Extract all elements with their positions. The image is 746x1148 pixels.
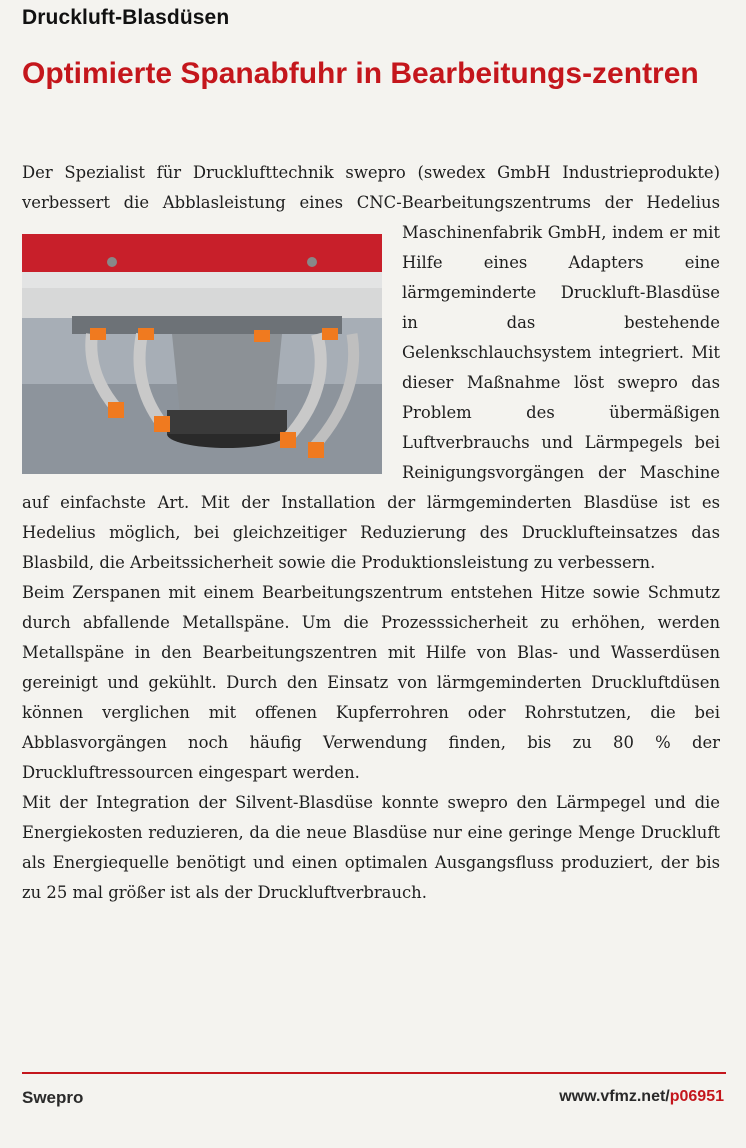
article-link-code: p06951 — [669, 1088, 724, 1105]
paragraph-1-rest: mit Hilfe eines Adapters eine lärmgeminderte Druckluft-Blasdüse in das bestehende Gelenkschlauchsystem integriert. Mit dieser Maßnahme löst swepro das Problem des übermäßigen Luftverbrauchs und Lärmpegels bei Reinigungsvorgängen der Maschine auf einfachste Art. Mit der Installation der lärmgeminderten Blasdüse ist es Hedelius möglich, bei gleichzeitiger Reduzierung des Drucklufteinsatzes das Blasbild, die Arbeitssicherheit sowie die Produktionsleistung zu verbessern. — [22, 223, 720, 572]
section-kicker: Druckluft-Blasdüsen — [22, 6, 230, 29]
article-link-domain: www.vfmz.net/ — [559, 1088, 670, 1105]
article-headline: Optimierte Spanabfuhr in Bearbeitungs-zentren — [22, 57, 699, 90]
cnc-spindle-image-icon — [22, 234, 382, 474]
paragraph-2: Beim Zerspanen mit einem Bearbeitungszentrum entstehen Hitze sowie Schmutz durch abfallende Metallspäne. Um die Prozesssicherheit zu erhöhen, werden Metallspäne in den Bearbeitungszentren mit Hilfe von Blas- und Wasserdüsen gereinigt und gekühlt. Durch den Einsatz von lärmgeminderten Druckluftdüsen können verglichen mit offenen Kupferrohren oder Rohrstutzen, die bei Abblasvorgängen noch häufig Verwendung finden, bis zu 80 % der Druckluftressourcen eingespart werden. — [22, 583, 720, 782]
source-credit: Swepro — [22, 1088, 84, 1107]
cnc-spindle-photo — [22, 234, 382, 474]
article-body — [22, 158, 720, 908]
paragraph-1-lead: Der Spezialist für Drucklufttechnik swepro (swedex GmbH Industrieprodukte) verbessert die Abblasleistung eines CNC-Bearbeitungszentrums der Hedelius Maschinenfabrik GmbH, indem er — [22, 163, 720, 242]
footer-rule — [22, 1072, 726, 1074]
paragraph-1-intro — [22, 158, 720, 578]
article-link[interactable] — [559, 1088, 724, 1106]
paragraph-3: Mit der Integration der Silvent-Blasdüse konnte swepro den Lärmpegel und die Energiekosten reduzieren, da die neue Blasdüse nur eine geringe Menge Druckluft als Energiequelle benötigt und einen optimalen Ausgangsfluss produziert, der bis zu 25 mal größer ist als der Druckluftverbrauch. — [22, 793, 720, 902]
